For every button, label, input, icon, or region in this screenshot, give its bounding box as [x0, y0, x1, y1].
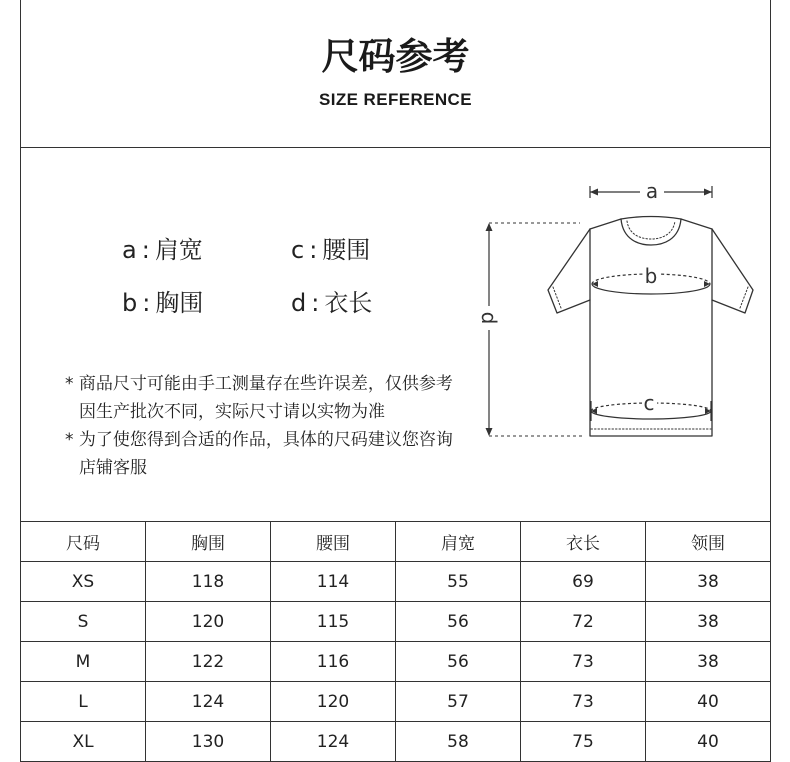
table-cell-length: 73 — [521, 682, 646, 722]
size-table — [20, 521, 771, 762]
note-line: 店铺客服 — [79, 458, 147, 478]
table-cell-chest: 122 — [146, 642, 271, 682]
table-row — [21, 602, 771, 642]
legend-item-length — [291, 288, 372, 318]
table-cell-size: M — [21, 642, 146, 682]
column-header-size: 尺码 — [21, 522, 146, 562]
page-title: 尺码参考 — [321, 35, 470, 78]
table-cell-chest: 120 — [146, 602, 271, 642]
column-header-collar: 领围 — [646, 522, 771, 562]
table-cell-length: 72 — [521, 602, 646, 642]
table-row — [21, 642, 771, 682]
legend-item-chest — [122, 288, 203, 318]
table-cell-length: 73 — [521, 642, 646, 682]
column-header-chest: 胸围 — [146, 522, 271, 562]
tshirt-diagram — [470, 170, 770, 450]
legend-separator: : — [142, 289, 151, 317]
table-cell-collar: 38 — [646, 602, 771, 642]
measure-c-label: c — [643, 391, 655, 415]
legend-label: 肩宽 — [154, 236, 203, 264]
table-cell-length: 69 — [521, 562, 646, 602]
table-cell-length: 75 — [521, 722, 646, 762]
column-header-shoulder: 肩宽 — [396, 522, 521, 562]
legend-label: 衣长 — [324, 289, 373, 317]
measure-d-arrow-top — [486, 223, 493, 231]
measure-d — [489, 223, 583, 436]
tshirt-collar-stitch — [627, 221, 675, 239]
page-subtitle: SIZE REFERENCE — [319, 90, 472, 109]
measure-a-label: a — [645, 179, 659, 203]
tshirt-left-sleeve — [548, 229, 590, 313]
table-row — [21, 722, 771, 762]
table-cell-shoulder: 56 — [396, 602, 521, 642]
legend-key: a — [122, 236, 137, 264]
table-cell-shoulder: 56 — [396, 642, 521, 682]
note-line: 因生产批次不同，实际尺寸请以实物为准 — [79, 402, 385, 422]
measure-d-label: d — [477, 311, 501, 325]
title-divider — [20, 147, 771, 148]
table-cell-chest: 130 — [146, 722, 271, 762]
table-cell-size: XL — [21, 722, 146, 762]
table-cell-size: S — [21, 602, 146, 642]
measure-d-guides — [489, 223, 583, 436]
table-cell-chest: 124 — [146, 682, 271, 722]
table-header-row — [21, 522, 771, 562]
legend-separator: : — [309, 236, 318, 264]
table-cell-shoulder: 55 — [396, 562, 521, 602]
table-cell-collar: 38 — [646, 642, 771, 682]
tshirt-front-collar — [621, 219, 681, 245]
note-line: * 为了使您得到合适的作品，具体的尺码建议您咨询 — [65, 430, 453, 450]
measure-a-arrow-left — [590, 189, 598, 196]
legend-item-waist — [291, 235, 370, 265]
legend-label: 腰围 — [322, 236, 371, 264]
tshirt-left-shoulder — [590, 219, 621, 229]
table-cell-waist: 114 — [271, 562, 396, 602]
table-cell-shoulder: 58 — [396, 722, 521, 762]
table-cell-shoulder: 57 — [396, 682, 521, 722]
table-cell-waist: 120 — [271, 682, 396, 722]
table-cell-size: XS — [21, 562, 146, 602]
table-cell-waist: 124 — [271, 722, 396, 762]
tshirt-right-shoulder — [681, 219, 712, 229]
legend-separator: : — [311, 289, 320, 317]
tshirt-right-sleeve — [712, 229, 753, 313]
table-cell-collar: 38 — [646, 562, 771, 602]
table-cell-collar: 40 — [646, 682, 771, 722]
column-header-waist: 腰围 — [271, 522, 396, 562]
tshirt-back-collar — [621, 217, 681, 220]
table-cell-waist: 115 — [271, 602, 396, 642]
legend-key: d — [291, 289, 307, 317]
table-cell-waist: 116 — [271, 642, 396, 682]
legend-key: b — [122, 289, 138, 317]
measure-d-arrow-bottom — [486, 428, 493, 436]
tshirt-right-cuff-stitch — [740, 287, 748, 308]
legend-separator: : — [141, 236, 150, 264]
table-row — [21, 682, 771, 722]
measure-b-label: b — [644, 264, 658, 288]
column-header-length: 衣长 — [521, 522, 646, 562]
legend-key: c — [291, 236, 305, 264]
legend-label: 胸围 — [155, 289, 204, 317]
note-line: * 商品尺寸可能由手工测量存在些许误差，仅供参考 — [65, 374, 453, 394]
table-row — [21, 562, 771, 602]
table-cell-chest: 118 — [146, 562, 271, 602]
table-cell-collar: 40 — [646, 722, 771, 762]
legend-item-shoulder — [122, 235, 203, 265]
table-cell-size: L — [21, 682, 146, 722]
measure-a-arrow-right — [704, 189, 712, 196]
